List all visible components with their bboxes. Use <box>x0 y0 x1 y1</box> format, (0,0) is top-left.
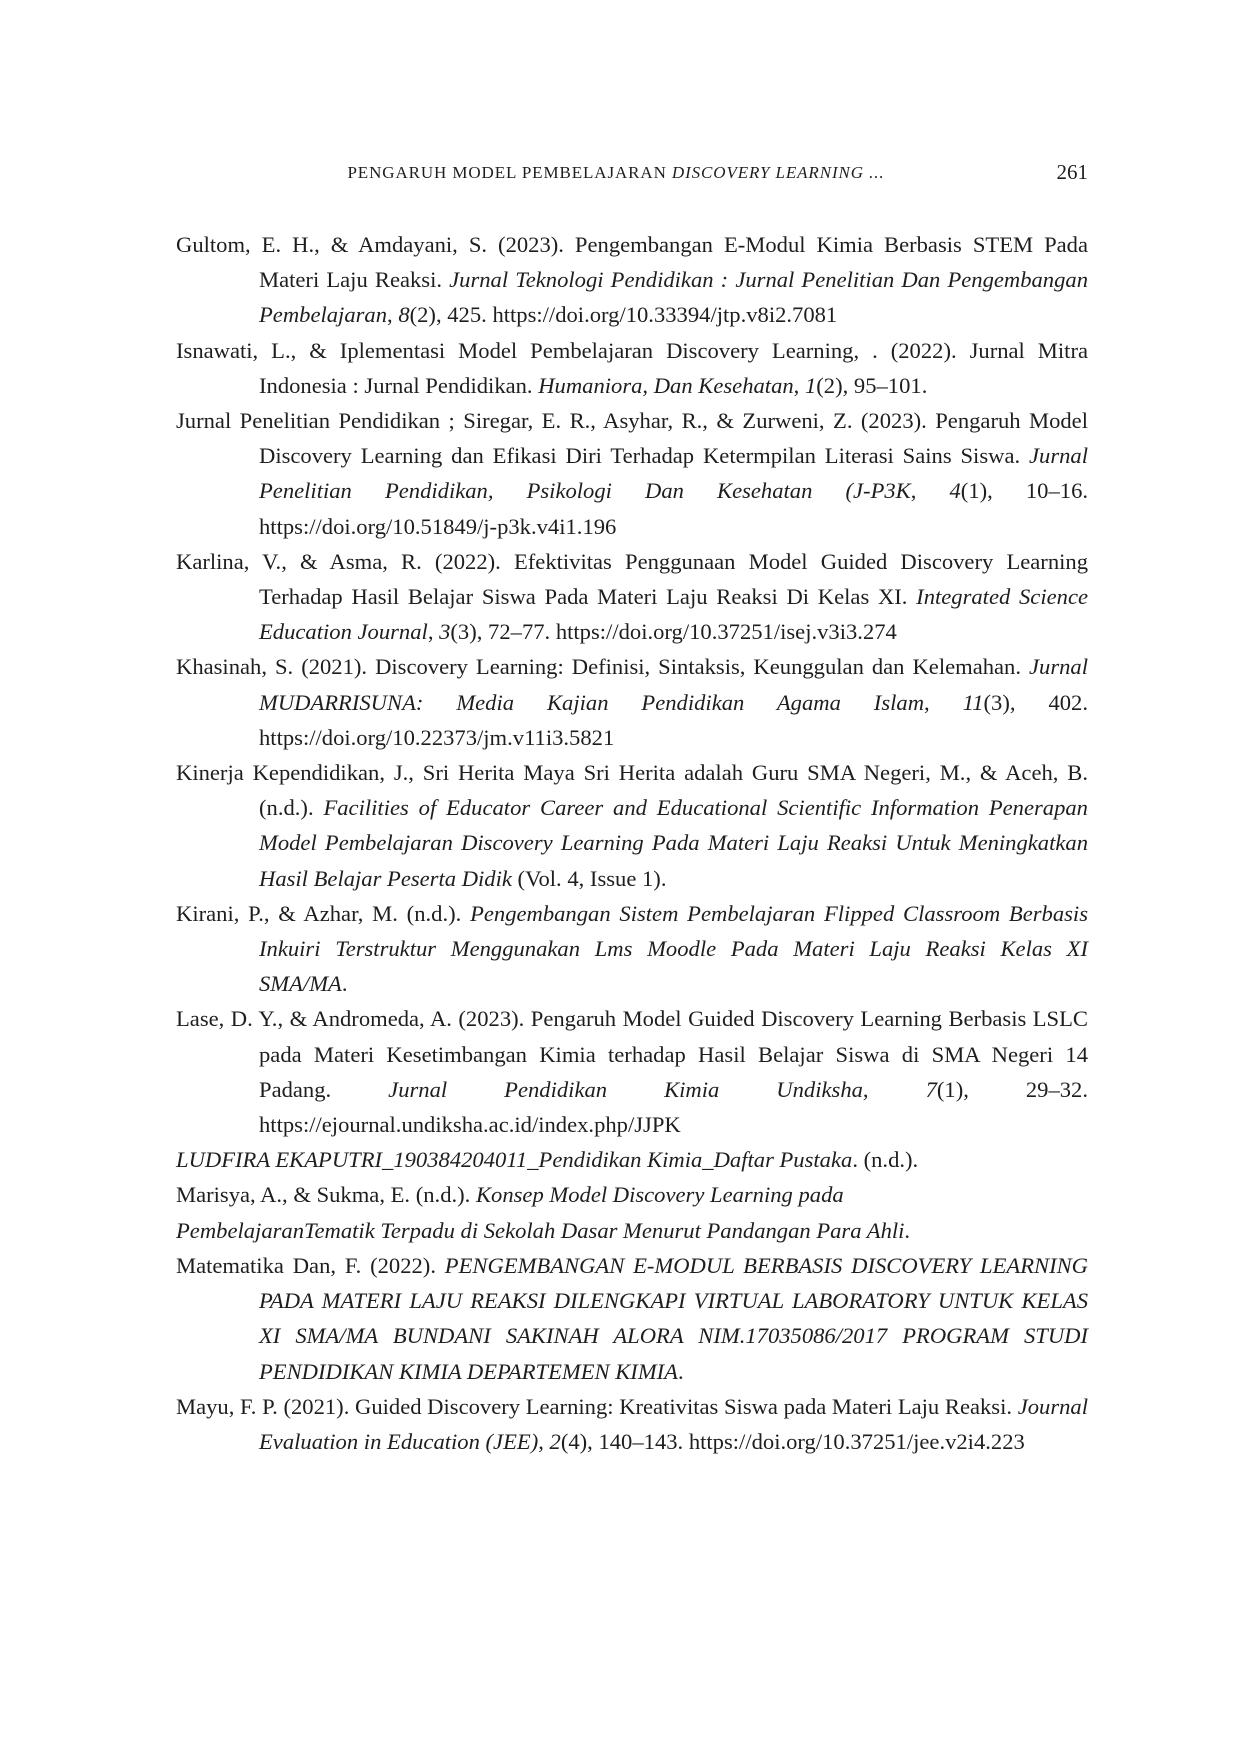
reference-tail: (1), 29–32. https://ejournal.undiksha.ac.id/index.php/JJPK <box>259 1076 1089 1138</box>
reference-entry <box>176 896 1088 1002</box>
reference-text: Marisya, A., & Sukma, E. (n.d.). <box>176 1182 476 1208</box>
reference-separator: , <box>387 302 399 328</box>
reference-source-title: Jurnal MUDARRISUNA: Media Kajian Pendidikan Agama Islam <box>259 654 1088 715</box>
running-title <box>176 163 1056 183</box>
reference-tail: . <box>904 1217 911 1243</box>
reference-volume: 2 <box>549 1428 561 1454</box>
running-header <box>176 160 1088 186</box>
reference-source-title: Konsep Model Discovery Learning pada <box>475 1182 844 1208</box>
reference-entry <box>176 755 1088 896</box>
reference-tail: (3), 72–77. https://doi.org/10.37251/isej.v3i3.274 <box>450 619 897 645</box>
reference-source-title: Facilities of Educator Career and Educational Scientific Information Penerapan Model Pembelajaran Discovery Learning Pada Materi Laju Reaksi Untuk Meningkatkan Hasil Belajar Peserta Didik <box>259 795 1088 891</box>
reference-entry <box>176 649 1088 755</box>
reference-text: Khasinah, S. (2021). Discovery Learning: Definisi, Sintaksis, Keunggulan dan Kelemahan. <box>176 654 1029 680</box>
reference-list <box>176 227 1088 1459</box>
reference-separator: , <box>793 372 805 398</box>
reference-entry <box>176 403 1088 544</box>
reference-source-title: PENGEMBANGAN E-MODUL BERBASIS DISCOVERY LEARNING PADA MATERI LAJU REAKSI DILENGKAPI VIRTUAL LABORATORY UNTUK KELAS XI SMA/MA BUNDANI SAKINAH ALORA NIM.17035086/2017 PROGRAM STUDI PENDIDIKAN KIMIA DEPARTEMEN KIMIA <box>259 1252 1088 1384</box>
reference-source-title: Pengembangan Sistem Pembelajaran Flipped Classroom Berbasis Inkuiri Terstruktur Menggunakan Lms Moodle Pada Materi Laju Reaksi Kelas XI SMA/MA <box>259 900 1088 997</box>
reference-source-title: Jurnal Pendidikan Kimia Undiksha <box>388 1076 863 1102</box>
reference-tail: (Vol. 4, Issue 1). <box>511 865 667 891</box>
reference-entry <box>176 544 1088 650</box>
reference-source-title: PembelajaranTematik Terpadu di Sekolah Dasar Menurut Pandangan Para Ahli <box>176 1217 905 1243</box>
reference-source-title: Journal Evaluation in Education (JEE) <box>259 1393 1088 1454</box>
running-title-italic: DISCOVERY LEARNING ... <box>671 163 885 182</box>
reference-source-title: LUDFIRA EKAPUTRI_190384204011_Pendidikan Kimia_Daftar Pustaka <box>176 1147 853 1173</box>
reference-separator: , <box>538 1428 550 1454</box>
reference-text: Jurnal Penelitian Pendidikan ; Siregar, E. R., Asyhar, R., & Zurweni, Z. (2023). Pengaruh Model Discovery Learning dan Efikasi Diri Terhadap Ketermpilan Literasi Sains Siswa. <box>176 408 1088 469</box>
reference-text: Karlina, V., & Asma, R. (2022). Efektivitas Penggunaan Model Guided Discovery Learning Terhadap Hasil Belajar Siswa Pada Materi Laju Reaksi Di Kelas XI. <box>176 548 1088 610</box>
reference-tail: (2), 95–101. <box>816 372 928 398</box>
reference-text: Lase, D. Y., & Andromeda, A. (2023). Pengaruh Model Guided Discovery Learning Berbasis LSLC pada Materi Kesetimbangan Kimia terhadap Hasil Belajar Siswa di SMA Negeri 14 Padang. <box>176 1006 1088 1102</box>
reference-volume: 1 <box>804 372 817 398</box>
reference-tail: (3), 402. https://doi.org/10.22373/jm.v11i3.5821 <box>259 689 1088 750</box>
reference-separator: , <box>427 619 440 645</box>
reference-tail: (1), 10–16. https://doi.org/10.51849/j-p3k.v4i1.196 <box>259 478 1089 539</box>
reference-tail: . <box>341 971 348 997</box>
reference-volume: 4 <box>949 478 961 504</box>
reference-text: Kinerja Kependidikan, J., Sri Herita Maya Sri Herita adalah Guru SMA Negeri, M., & Aceh, B. (n.d.). <box>176 760 1088 821</box>
reference-text: Gultom, E. H., & Amdayani, S. (2023). Pengembangan E-Modul Kimia Berbasis STEM Pada Materi Laju Reaksi. <box>176 232 1088 293</box>
reference-entry <box>176 1001 1088 1142</box>
reference-separator: , <box>862 1076 926 1102</box>
reference-text: Kirani, P., & Azhar, M. (n.d.). <box>176 900 471 926</box>
running-title-roman: PENGARUH MODEL PEMBELAJARAN <box>347 163 672 182</box>
reference-tail: (4), 140–143. https://doi.org/10.37251/jee.v2i4.223 <box>560 1428 1025 1454</box>
reference-entry <box>176 1177 1088 1212</box>
reference-volume: 7 <box>925 1076 937 1102</box>
reference-entry <box>176 1142 1088 1177</box>
reference-tail: (2), 425. https://doi.org/10.33394/jtp.v8i2.7081 <box>409 302 838 328</box>
page-number: 261 <box>1056 160 1088 184</box>
reference-entry <box>176 227 1088 333</box>
reference-entry <box>176 1389 1088 1459</box>
reference-volume: 8 <box>398 302 410 328</box>
reference-text: Mayu, F. P. (2021). Guided Discovery Learning: Kreativitas Siswa pada Materi Laju Reaksi. <box>176 1393 1018 1419</box>
reference-entry <box>176 1248 1088 1389</box>
reference-source-title: Humaniora, Dan Kesehatan <box>538 372 794 398</box>
reference-separator: , <box>910 478 950 504</box>
reference-volume: 3 <box>439 619 451 645</box>
reference-volume: 11 <box>962 689 984 715</box>
reference-separator: , <box>924 689 963 715</box>
reference-source-title: Jurnal Penelitian Pendidikan, Psikologi Dan Kesehatan (J-P3K <box>259 443 1088 504</box>
reference-tail: . <box>677 1358 684 1384</box>
reference-entry <box>176 333 1088 403</box>
reference-tail: . (n.d.). <box>852 1147 919 1173</box>
reference-entry <box>176 1213 1088 1248</box>
reference-source-title: Jurnal Teknologi Pendidikan : Jurnal Penelitian Dan Pengembangan Pembelajaran <box>259 267 1088 328</box>
reference-source-title: Integrated Science Education Journal <box>259 584 1088 645</box>
reference-text: Isnawati, L., & Iplementasi Model Pembelajaran Discovery Learning, . (2022). Jurnal Mitra Indonesia : Jurnal Pendidikan. <box>176 337 1088 398</box>
reference-text: Matematika Dan, F. (2022). <box>176 1252 445 1278</box>
